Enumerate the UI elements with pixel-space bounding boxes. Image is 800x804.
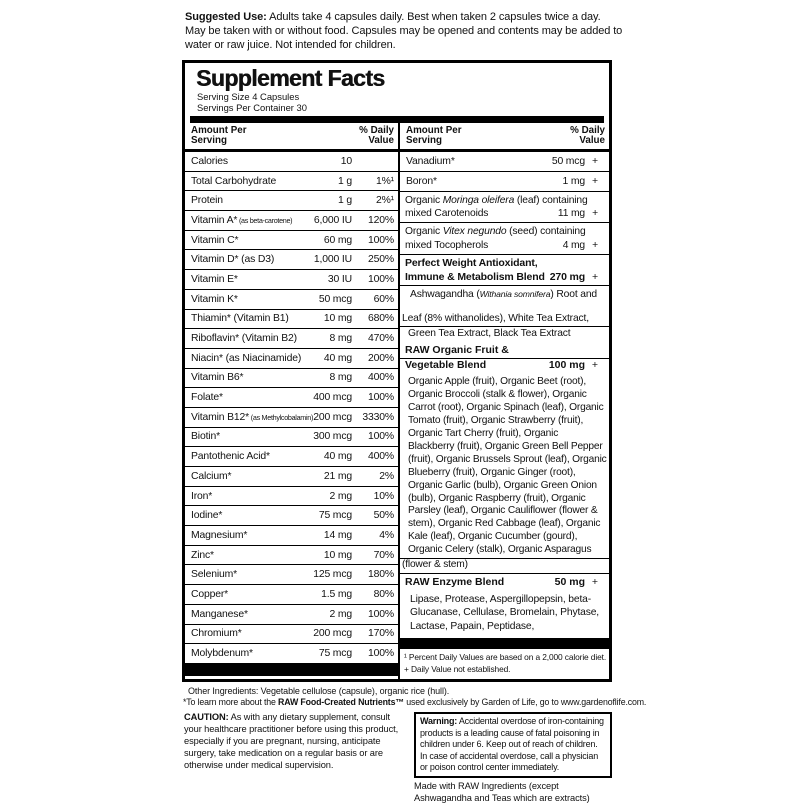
nutrient-row: Biotin* 300 mcg 100% [185,428,398,448]
left-column-header [185,123,398,152]
nutrient-row: Manganese* 2 mg 100% [185,605,398,625]
nutrient-row: Vitamin D* (as D3) 1,000 IU 250% [185,250,398,270]
blend1-line2: Immune & Metabolism Blend [405,270,545,283]
facts-columns [185,123,609,679]
nutrient-row: Iron* 2 mg 10% [185,487,398,507]
moringa-amount: 11 mg [557,208,585,220]
daily-value-header: % Daily Value [570,124,605,147]
enzyme-blend-header [400,573,609,590]
moringa-row [400,192,609,223]
blend2-amount: 100 mg [548,359,585,372]
nutrient-row: Pantothenic Acid* 40 mg 400% [185,447,398,467]
daily-value-header: % Daily Value [359,124,394,147]
nutrient-row: Selenium* 125 mcg 180% [185,565,398,585]
blend3-amount: 50 mg [554,575,585,588]
moringa-line2: mixed Carotenoids [405,208,489,220]
enzyme-ingredients: Lipase, Protease, Aspergillopepsin, beta-Glucanase, Cellulase, Bromelain, Phytase, Lactase, Papain, Peptidase, [410,593,600,632]
antioxidant-blend-header [400,255,609,287]
suggested-use-text: Adults take 4 capsules daily. Best when taken 2 capsules twice a day. May be taken with or without food. Capsules may be opened and contents may be added to water or raw juice. Not intended for children. [185,11,623,51]
warning-label: Warning: [420,716,458,726]
nutrient-row: Chromium* 200 mcg 170% [185,625,398,645]
vitex-amount: 4 mg [562,239,585,251]
nutrient-row: Vitamin C* 60 mg 100% [185,231,398,251]
ashwagandha-line: Ashwagandha (Withania somnifera) Root and [410,289,597,301]
suggested-use-paragraph [185,11,623,52]
warning-column [414,712,612,804]
vitex-dv: + [592,239,598,251]
nutrient-row: Boron* 1 mg + [400,172,609,192]
warning-box: Warning: Accidental overdose of iron-containing products is a leading cause of fatal poisoning in children under 6. Keep out of reach of children. In case of accidental overdose, call a physician or poison control center immediately. [414,712,612,778]
nutrient-row: Folate* 400 mcg 100% [185,388,398,408]
tea-extract-line2: Green Tea Extract, Black Tea Extract [408,328,571,340]
nutrient-row: Vitamin B12* (as Methylcobalamin) 200 mcg 3330% [185,408,398,428]
moringa-line1: Organic Moringa oleifera (leaf) containing [405,195,588,206]
left-column-rows [185,152,398,664]
right-column [398,123,609,679]
blend1-line1: Perfect Weight Antioxidant, [405,256,538,269]
caution-paragraph: CAUTION: As with any dietary supplement, consult your healthcare practitioner before using this product, especially if you are pregnant, nursing, anticipate surgery, take medication on a regular basis or are otherwise under medical supervision. [184,712,399,770]
nutrient-row: Iodine* 75 mcg 50% [185,506,398,526]
nutrient-row: Thiamin* (Vitamin B1) 10 mg 680% [185,310,398,330]
right-column-header [400,123,609,152]
nutrient-row: Molybdenum* 75 mcg 100% [185,644,398,664]
vitex-line2: mixed Tocopherols [405,239,489,251]
nutrient-row: Zinc* 10 mg 70% [185,546,398,566]
nutrient-row: Vitamin K* 50 mcg 60% [185,290,398,310]
left-column-end-bar [185,664,398,676]
other-ingredients-line: Other Ingredients: Vegetable cellulose (capsule), organic rice (hull). [188,686,450,696]
suggested-use-label: Suggested Use: [185,11,267,23]
right-column-end-bar [400,638,609,649]
blend3-name: RAW Enzyme Blend [405,575,505,588]
nutrient-row: Vitamin E* 30 IU 100% [185,270,398,290]
tea-extract-line1: Leaf (8% withanolides), White Tea Extract, [400,311,609,327]
spacer [400,300,609,311]
nutrient-row: Total Carbohydrate 1 g 1%¹ [185,172,398,192]
nutrient-row: Copper* 1.5 mg 80% [185,585,398,605]
bottom-notes-row [184,712,612,804]
vitex-row [400,223,609,254]
nutrient-row: Protein 1 g 2%¹ [185,191,398,211]
made-with-raw-note: Made with RAW Ingredients (except Ashwagandha and Teas which are extracts) [414,780,590,803]
fruit-veg-blend-line2: Vegetable Blend 100 mg + [400,358,609,373]
vitex-line1: Organic Vitex negundo (seed) containing [405,226,586,238]
moringa-dv: + [592,208,598,220]
right-simple-rows [400,152,609,192]
fruit-veg-blend-line1: RAW Organic Fruit & [405,344,509,357]
blend3-dv: + [591,575,599,588]
blend1-dv: + [592,270,598,283]
caution-label: CAUTION: [184,712,229,722]
fruit-veg-ingredients-last-line: (flower & stem) [400,558,609,573]
blend1-amount: 270 mg [549,270,585,283]
amount-per-serving-header: Amount Per Serving [406,124,462,147]
learn-more-line: *To learn more about the RAW Food-Created Nutrients™ used exclusively by Garden of Life, go to www.gardenoflife.com. [183,697,647,707]
footnote-not-established: + Daily Value not established. [404,663,511,674]
blend2-dv: + [591,359,599,372]
nutrient-row: Niacin* (as Niacinamide) 40 mg 200% [185,349,398,369]
servings-per-container: Servings Per Container 30 [197,102,307,113]
panel-title: Supplement Facts [196,65,385,91]
fruit-veg-ingredients: Organic Apple (fruit), Organic Beet (root), Organic Broccoli (stalk & flower), Organic Carrot (root), Organic Spinach (leaf), Organic Tomato (fruit), Organic Strawberry (fruit), Organic Tart Cherry (fruit), Organic Blackberry (fruit), Organic Green Bell Pepper (fruit), Organic Brussels Sprout (leaf), Organic Blueberry (fruit), Organic Ginger (root), Organic Garlic (bulb), Organic Green Onion (bulb), Organic Raspberry (fruit), Organic Parsley (leaf), Organic Cauliflower (flower & stem), Organic Red Cabbage (leaf), Organic Kale (leaf), Organic Cucumber (gourd), Organic Celery (stalk), Organic Asparagus [408,376,607,556]
nutrient-row: Magnesium* 14 mg 4% [185,526,398,546]
nutrient-row: Calcium* 21 mg 2% [185,467,398,487]
nutrient-row: Vitamin B6* 8 mg 400% [185,369,398,389]
supplement-facts-panel [182,60,612,682]
nutrient-row: Vitamin A* (as beta-carotene) 6,000 IU 120% [185,211,398,231]
left-column [185,123,398,679]
nutrient-row: Vanadium* 50 mcg + [400,152,609,172]
nutrient-row: Riboflavin* (Vitamin B2) 8 mg 470% [185,329,398,349]
divider-bar [190,116,604,123]
serving-size: Serving Size 4 Capsules [197,91,300,102]
amount-per-serving-header: Amount Per Serving [191,124,247,147]
footnote-daily-values: ¹ Percent Daily Values are based on a 2,000 calorie diet. [404,652,607,663]
nutrient-row: Calories 10 [185,152,398,172]
